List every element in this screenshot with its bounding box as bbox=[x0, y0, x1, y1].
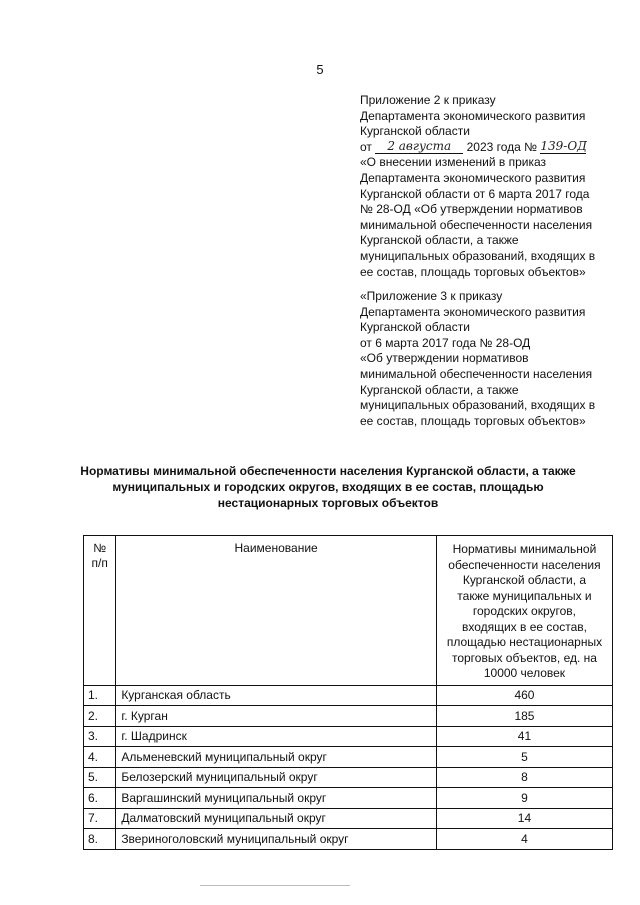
table-row bbox=[84, 788, 613, 809]
document-title bbox=[58, 463, 598, 511]
appendix-line: Курганской области bbox=[360, 320, 470, 335]
row-number: 7. bbox=[84, 808, 116, 829]
row-value: 460 bbox=[436, 685, 612, 706]
row-value: 8 bbox=[436, 767, 612, 788]
row-name: Звериноголовский муниципальный округ bbox=[116, 829, 437, 850]
row-number: 1. bbox=[84, 685, 116, 706]
appendix-line: от 6 марта 2017 года № 28-ОД bbox=[360, 335, 531, 350]
header-text: городских округов, bbox=[472, 604, 577, 618]
row-name: Курганская область bbox=[116, 685, 437, 706]
header-line: Курганской области от 6 марта 2017 года bbox=[360, 186, 590, 201]
row-name: Далматовский муниципальный округ bbox=[116, 808, 437, 829]
header-line: ее состав, площадь торговых объектов» bbox=[360, 264, 586, 279]
scan-artifact-line bbox=[200, 885, 350, 886]
row-number: 8. bbox=[84, 829, 116, 850]
row-name: Варгашинский муниципальный округ bbox=[116, 788, 437, 809]
header-line: № 28-ОД «Об утверждении нормативов bbox=[360, 202, 583, 217]
table-header-row bbox=[84, 536, 613, 686]
date-mid: 2023 года № bbox=[466, 139, 538, 154]
row-number: 4. bbox=[84, 747, 116, 768]
row-value: 9 bbox=[436, 788, 612, 809]
row-value: 14 bbox=[436, 808, 612, 829]
row-number: 2. bbox=[84, 706, 116, 727]
header-text: обеспеченности населения bbox=[448, 557, 601, 572]
header-line: «О внесении изменений в приказ bbox=[360, 155, 546, 170]
table-row bbox=[84, 706, 613, 727]
header-line: Департамента экономического развития bbox=[360, 108, 586, 123]
header-text: № bbox=[93, 541, 107, 555]
table-row bbox=[84, 747, 613, 768]
header-text: торговых объектов, ед. на bbox=[451, 650, 597, 665]
page-number: 5 bbox=[316, 62, 324, 77]
number-field bbox=[540, 138, 587, 154]
header-line: Приложение 2 к приказу bbox=[360, 93, 496, 107]
appendix-line: муниципальных образований, входящих в bbox=[360, 398, 596, 413]
row-number: 5. bbox=[84, 767, 116, 788]
appendix-header bbox=[360, 289, 635, 429]
appendix-line: «Приложение 3 к приказу bbox=[360, 289, 503, 303]
column-header-name: Наименование bbox=[116, 536, 437, 686]
row-name: г. Шадринск bbox=[116, 726, 437, 747]
table-row bbox=[84, 767, 613, 788]
row-name: Белозерский муниципальный округ bbox=[116, 767, 437, 788]
appendix-line: «Об утверждении нормативов bbox=[360, 351, 529, 366]
appendix-line: Курганской области, а также bbox=[360, 382, 519, 397]
title-line: Нормативы минимальной обеспеченности населения Курганской области, а также bbox=[80, 464, 576, 478]
appendix-line: Департамента экономического развития bbox=[360, 304, 586, 319]
row-value: 185 bbox=[436, 706, 612, 727]
header-line: Курганской области bbox=[360, 124, 470, 139]
norms-table bbox=[83, 535, 613, 850]
date-field bbox=[375, 138, 463, 154]
column-header-norm bbox=[436, 536, 612, 686]
header-text: Курганской области, а bbox=[462, 573, 587, 587]
title-line: нестационарных торговых объектов bbox=[217, 496, 439, 510]
header-line: Департамента экономического развития bbox=[360, 170, 586, 185]
appendix-line: минимальной обеспеченности населения bbox=[360, 366, 593, 381]
order-date-line bbox=[360, 140, 635, 156]
header-text: входящих в ее состав, bbox=[461, 619, 587, 634]
row-value: 5 bbox=[436, 747, 612, 768]
header-line: минимальной обеспеченности населения bbox=[360, 217, 593, 232]
row-number: 3. bbox=[84, 726, 116, 747]
row-name: Альменевский муниципальный округ bbox=[116, 747, 437, 768]
date-prefix: от bbox=[360, 139, 372, 154]
column-header-number bbox=[84, 536, 116, 686]
handwritten-date: 2 августа bbox=[387, 138, 452, 153]
table-row bbox=[84, 726, 613, 747]
header-text: Нормативы минимальной bbox=[452, 542, 597, 556]
header-text: также муниципальных и bbox=[457, 588, 592, 603]
order-header bbox=[360, 93, 635, 280]
row-name: г. Курган bbox=[116, 706, 437, 727]
table-row bbox=[84, 829, 613, 850]
row-value: 4 bbox=[436, 829, 612, 850]
header-line: муниципальных образований, входящих в bbox=[360, 248, 596, 263]
table-row bbox=[84, 685, 613, 706]
handwritten-number: 139-ОД bbox=[540, 138, 587, 153]
header-text: площадью нестационарных bbox=[446, 635, 603, 649]
row-number: 6. bbox=[84, 788, 116, 809]
header-text: п/п bbox=[91, 556, 108, 570]
header-line: Курганской области, а также bbox=[360, 233, 519, 248]
row-value: 41 bbox=[436, 726, 612, 747]
table-row bbox=[84, 808, 613, 829]
appendix-line: ее состав, площадь торговых объектов» bbox=[360, 413, 586, 428]
header-text: 10000 человек bbox=[483, 666, 566, 680]
title-line: муниципальных и городских округов, входящих в ее состав, площадью bbox=[112, 480, 544, 494]
